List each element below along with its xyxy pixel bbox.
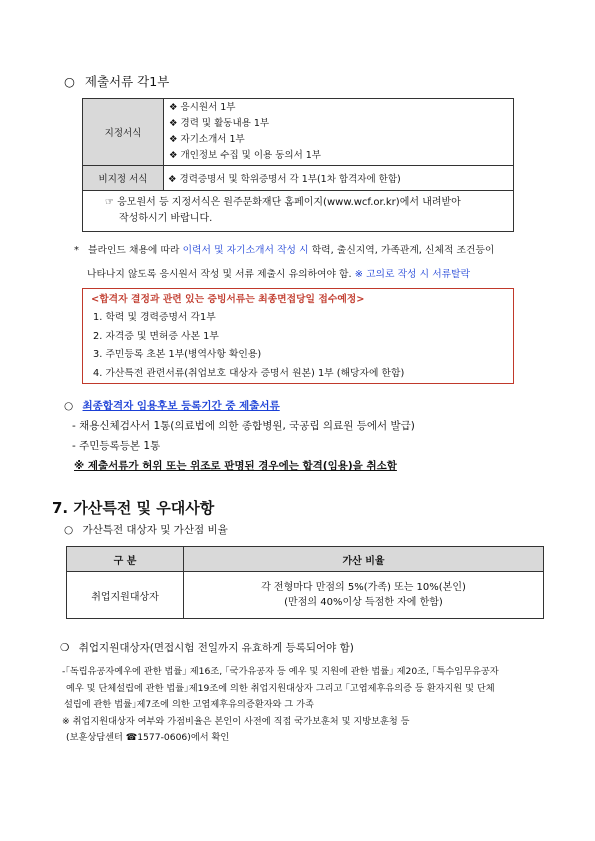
appointment-docs-section [64,396,415,476]
hollow-circle-bullet-icon: ❍ [60,642,70,654]
list-item: ❖ 응시원서 1부 [169,102,236,113]
list-item: ❖ 개인정보 수집 및 이용 동의서 1부 [169,150,321,161]
list-item: 3. 주민등록 초본 1부(병역사항 확인용) [93,349,262,360]
list-item: ❖ 자기소개서 1부 [169,134,245,145]
table-header-ratio: 가산 비율 [184,547,544,572]
submit-docs-heading: ○ 제출서류 각1부 [64,74,170,89]
table-cell-ratio: 각 전형마다 만점의 5%(가족) 또는 10%(본인) (만점의 40%이상 득점한 자에 한함) [184,572,544,619]
designated-form-label: 지정서식 [83,99,164,166]
circle-bullet-icon: ○ [64,524,74,536]
list-item: 2. 자격증 및 면허증 사본 1부 [93,330,219,342]
employment-support-heading: ❍ 취업지원대상자(면접시험 전일까지 유효하게 등록되어야 함) [60,642,354,654]
bonus-ratio-subheading: ○ 가산특전 대상자 및 가산점 비율 [64,524,228,536]
final-interview-docs-box [82,288,514,384]
required-docs-table [82,98,514,232]
bonus-ratio-table [66,546,544,619]
circle-bullet-icon: ○ [64,74,75,89]
section-7-heading: 7. 가산특전 및 우대사항 [52,499,215,517]
list-item: ❖ 경력 및 활동내용 1부 [169,118,270,129]
non-designated-form-label: 비지정 서식 [83,166,164,191]
list-item: 1. 학력 및 경력증명서 각1부 [93,312,216,323]
list-item: - 주민등록등본 1통 [72,440,161,452]
employment-support-details: -｢독립유공자예우에 관한 법률｣ 제16조, ｢국가유공자 등 예우 및 지원에 관한 법률｣ 제20조, ｢특수임무유공자 예우 및 단체설립에 관한 법률｣제19조에 의한 취업지원대상자 그리고 ｢고엽제후유의증 등 환자지원 및 단체 설립에 관한 법률｣제7조에 의한 고엽제후유의증환자와 그 가족 ※ 취업지원대상자 여부와 가점비율은 본인이 사전에 직접 국가보훈처 및 지방보훈청 등 (보훈상담센터 ☎1577-0606)에서 확인 [62,666,499,743]
table-header-category: 구 분 [67,547,184,572]
final-interview-docs-title: <합격자 결정과 관련 있는 증빙서류는 최종면접당일 접수예정> [91,294,365,305]
circle-bullet-icon: ○ [64,400,74,412]
table-cell-category: 취업지원대상자 [67,572,184,619]
list-item: 4. 가산특전 관련서류(취업보호 대상자 증명서 원본) 1부 (해당자에 한함) [93,367,405,379]
list-item: - 채용신체검사서 1통(의료법에 의한 종합병원, 국공립 의료원 등에서 발급) [72,420,415,432]
appointment-docs-title: 최종합격자 임용후보 등록기간 중 제출서류 [82,400,280,412]
non-designated-form-item: ❖ 경력증명서 및 학위증명서 각 1부(1차 합격자에 한함) [164,166,514,191]
false-document-warning: ※ 제출서류가 허위 또는 위조로 판명된 경우에는 합격(임용)을 취소함 [74,460,397,472]
form-download-note: ☞ 응모원서 등 지정서식은 원주문화재단 홈페이지(www.wcf.or.kr)에서 내려받아 작성하시기 바랍니다. [83,191,514,232]
blind-recruit-note: * 블라인드 채용에 따라 이력서 및 자기소개서 작성 시 학력, 출신지역, 가족관계, 신체적 조건등이 나타나지 않도록 응시원서 작성 및 서류 제출시 유의하여야 함. ※ 고의로 작성 시 서류탈락 [74,245,495,280]
designated-form-list [164,99,514,166]
